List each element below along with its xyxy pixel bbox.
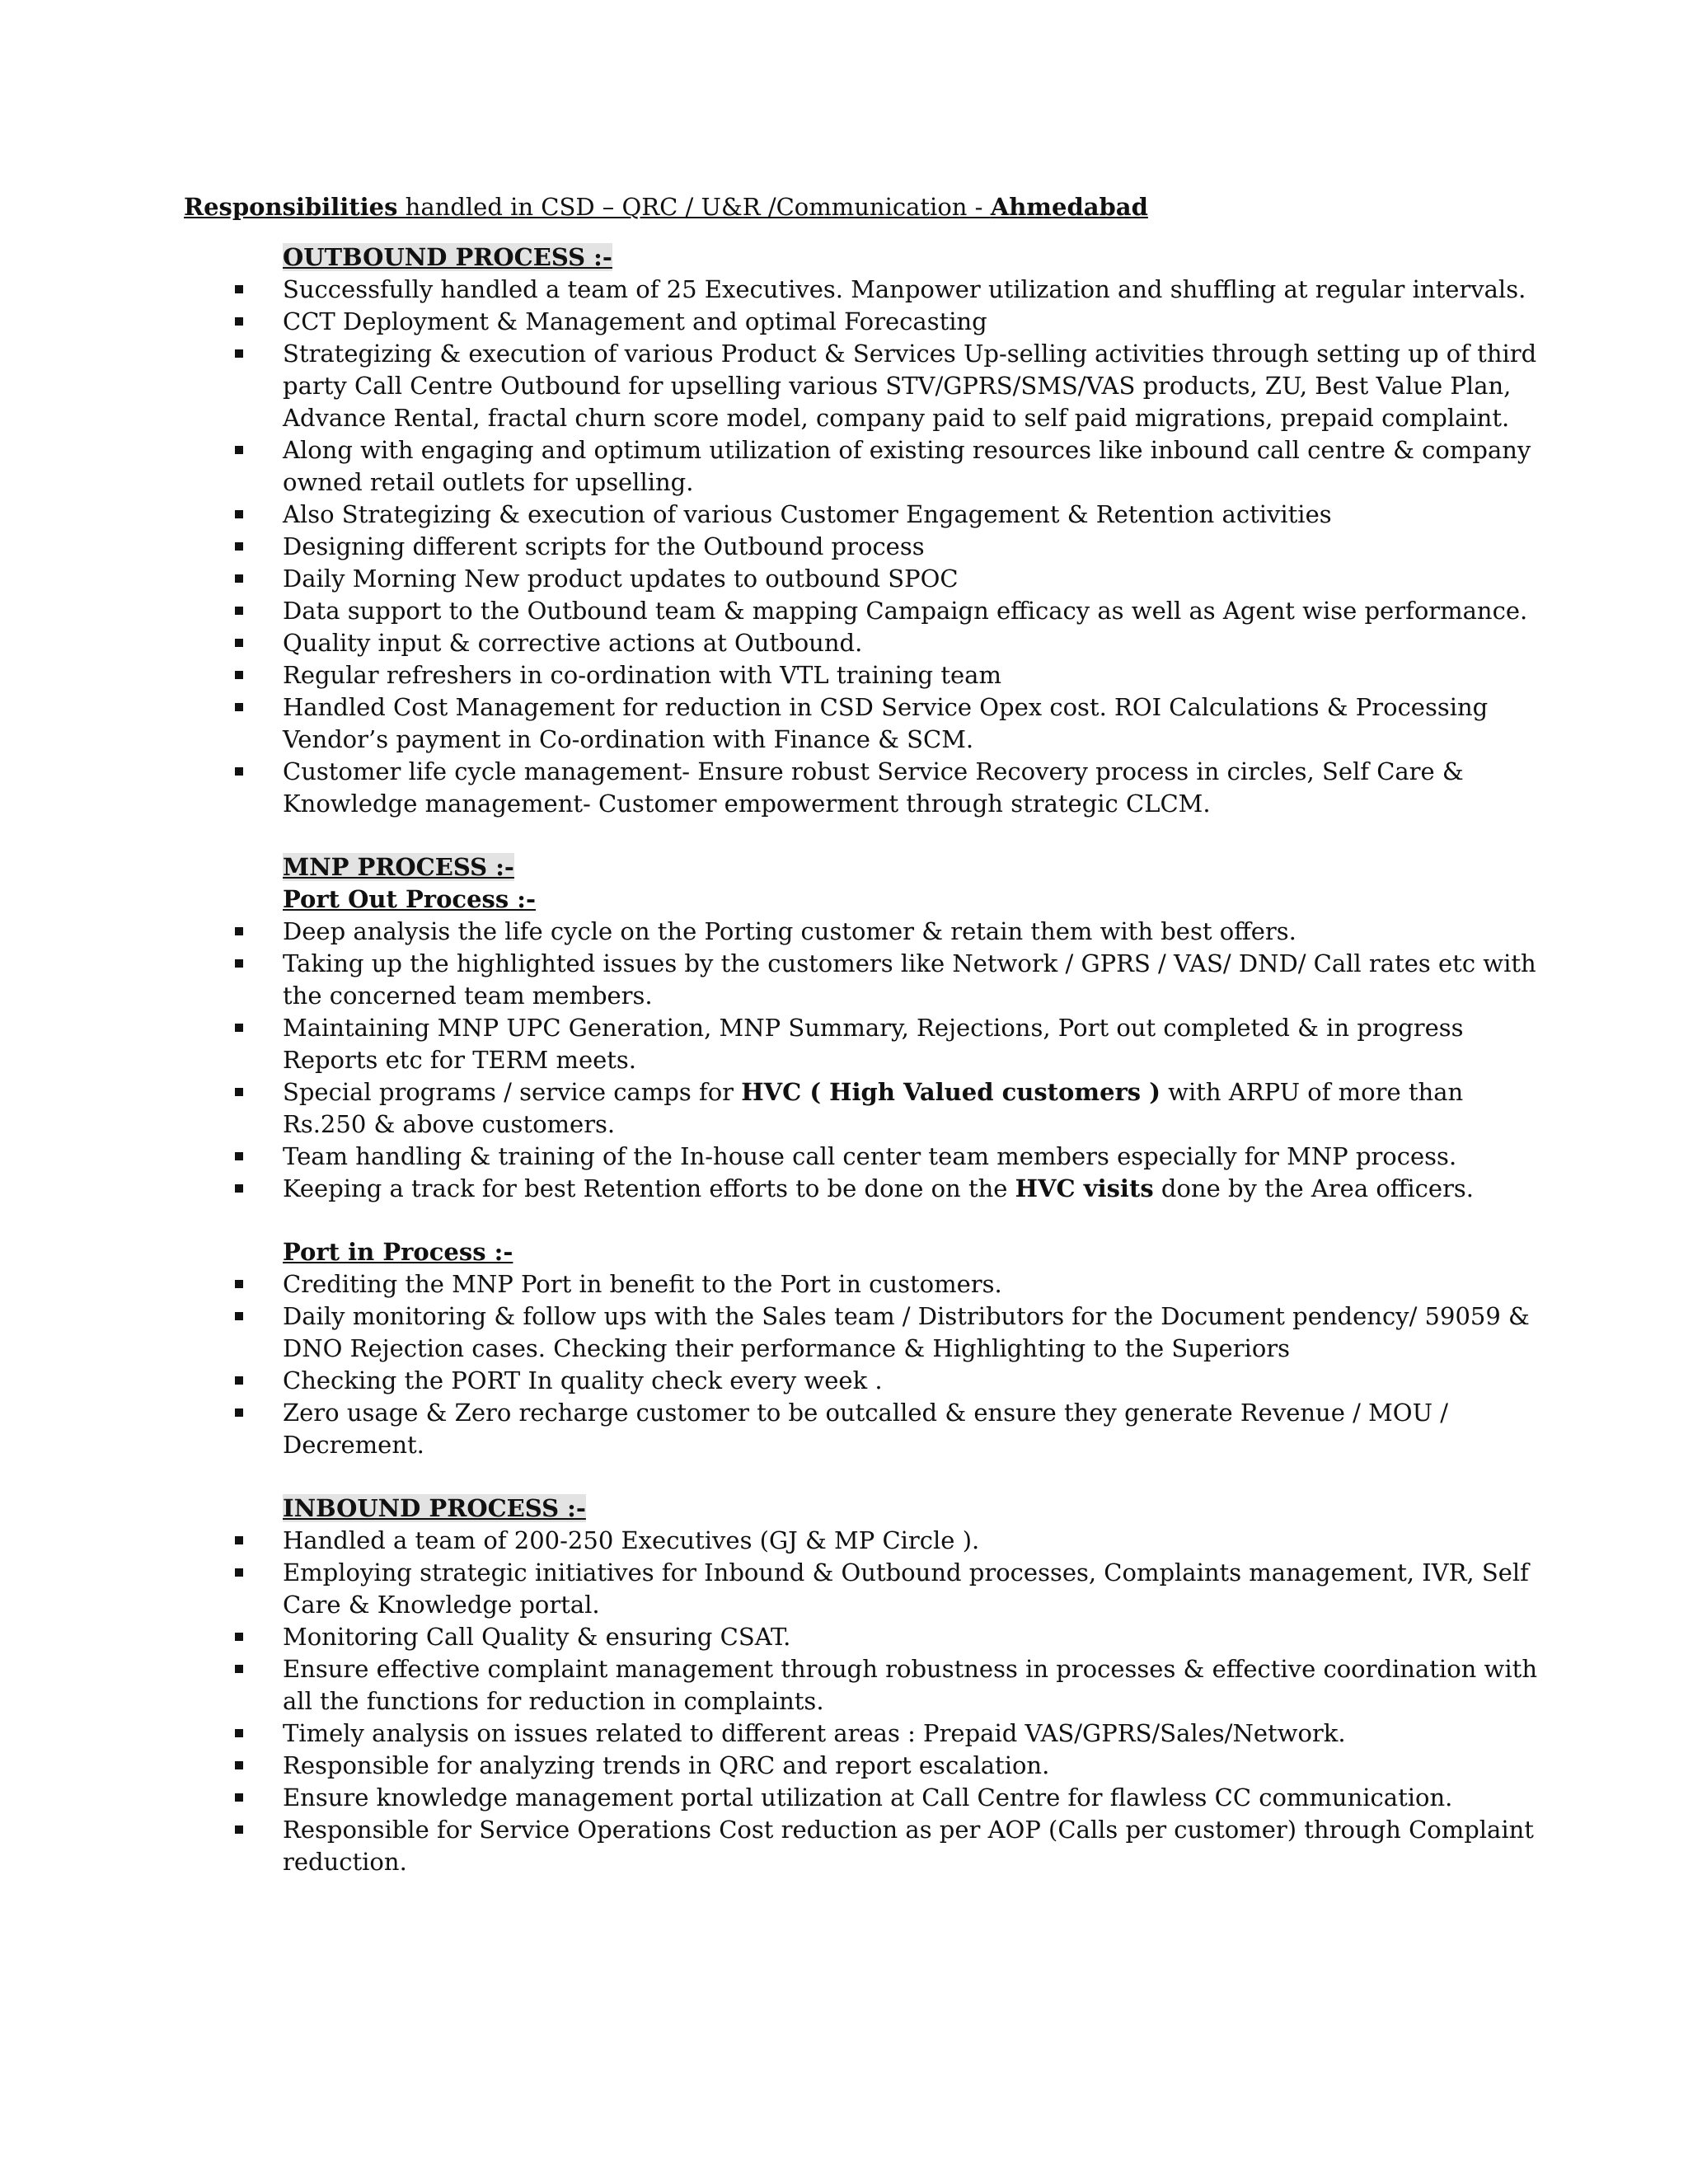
list-item xyxy=(184,1621,1552,1653)
bullet-icon xyxy=(235,1088,243,1096)
bullet-icon xyxy=(235,607,243,615)
list-item xyxy=(184,948,1552,1012)
bullet-icon xyxy=(235,542,243,551)
list-item xyxy=(184,1782,1552,1814)
list-item xyxy=(184,338,1552,434)
list-item xyxy=(184,1525,1552,1557)
bullet-icon xyxy=(235,1633,243,1641)
section-spacer xyxy=(184,1461,1552,1493)
port-out-title: Port Out Process :- xyxy=(283,885,537,913)
heading-responsibilities: Responsibilities xyxy=(184,193,398,221)
list-item-text: Quality input & corrective actions at Outbound. xyxy=(283,629,863,657)
hvc-emphasis: HVC ( High Valued customers ) xyxy=(741,1078,1160,1106)
list-item xyxy=(184,1301,1552,1365)
mnp-section xyxy=(184,851,1552,1461)
inbound-title: INBOUND PROCESS :- xyxy=(283,1494,586,1522)
list-item xyxy=(184,531,1552,563)
bullet-icon xyxy=(235,1280,243,1288)
list-item-text: Employing strategic initiatives for Inbound & Outbound processes, Complaints management, IVR, Self Care & Knowledge portal. xyxy=(283,1558,1529,1619)
list-item-text: Data support to the Outbound team & mapping Campaign efficacy as well as Agent wise performance. xyxy=(283,597,1528,625)
bullet-icon xyxy=(235,285,243,293)
list-item xyxy=(184,659,1552,691)
inbound-section xyxy=(184,1493,1552,1878)
port-in-title: Port in Process :- xyxy=(283,1238,513,1266)
heading-location: Ahmedabad xyxy=(990,193,1148,221)
list-item-text: Along with engaging and optimum utilization of existing resources like inbound call centre & company owned retail outlets for upselling. xyxy=(283,436,1531,496)
bullet-icon xyxy=(235,1536,243,1544)
list-item-text: Ensure effective complaint management through robustness in processes & effective coordination with all the functions for reduction in complaints. xyxy=(283,1655,1537,1715)
list-item-text: Handled Cost Management for reduction in CSD Service Opex cost. ROI Calculations & Processing Vendor’s payment in Co-ordination with Finance & SCM. xyxy=(283,693,1489,753)
bullet-icon xyxy=(235,317,243,326)
list-item-text: Ensure knowledge management portal utilization at Call Centre for flawless CC communication. xyxy=(283,1783,1453,1811)
list-item-text: Customer life cycle management- Ensure robust Service Recovery process in circles, Self Care & Knowledge management- Customer empowerment through strategic CLCM. xyxy=(283,757,1464,818)
list-item xyxy=(184,1268,1552,1301)
list-item xyxy=(184,1397,1552,1461)
list-item xyxy=(184,1141,1552,1173)
list-item xyxy=(184,1365,1552,1397)
list-item xyxy=(184,756,1552,820)
inbound-list xyxy=(184,1525,1552,1878)
bullet-icon xyxy=(235,1568,243,1577)
list-item-text: Monitoring Call Quality & ensuring CSAT. xyxy=(283,1623,791,1651)
hvc-visits-emphasis: HVC visits xyxy=(1015,1174,1154,1202)
bullet-icon xyxy=(235,1376,243,1385)
list-item-text: Handled a team of 200-250 Executives (GJ & MP Circle ). xyxy=(283,1526,980,1554)
list-item-text: Maintaining MNP UPC Generation, MNP Summary, Rejections, Port out completed & in progress Reports etc for TERM meets. xyxy=(283,1014,1464,1074)
list-item-text: done by the Area officers. xyxy=(1153,1174,1475,1202)
bullet-icon xyxy=(235,703,243,711)
bullet-icon xyxy=(235,1761,243,1769)
list-item xyxy=(184,595,1552,627)
list-item-text: Daily Morning New product updates to outbound SPOC xyxy=(283,565,959,593)
list-item xyxy=(184,1012,1552,1076)
list-item-text: Designing different scripts for the Outbound process xyxy=(283,532,925,560)
list-item xyxy=(184,1653,1552,1718)
bullet-icon xyxy=(235,767,243,776)
mnp-title: MNP PROCESS :- xyxy=(283,853,514,881)
bullet-icon xyxy=(235,671,243,679)
list-item-text: Responsible for analyzing trends in QRC and report escalation. xyxy=(283,1751,1050,1779)
list-item-text: Also Strategizing & execution of various Customer Engagement & Retention activities xyxy=(283,500,1332,528)
bullet-icon xyxy=(235,1408,243,1417)
bullet-icon xyxy=(235,1729,243,1737)
document-content xyxy=(184,191,1552,1878)
list-item-text: Successfully handled a team of 25 Executives. Manpower utilization and shuffling at regular intervals. xyxy=(283,275,1526,303)
list-item-text: Team handling & training of the In-house call center team members especially for MNP process. xyxy=(283,1142,1457,1170)
outbound-title: OUTBOUND PROCESS :- xyxy=(283,243,612,271)
bullet-icon xyxy=(235,1825,243,1834)
outbound-list xyxy=(184,274,1552,820)
list-item xyxy=(184,1557,1552,1621)
list-item xyxy=(184,1718,1552,1750)
bullet-icon xyxy=(235,1024,243,1032)
list-item xyxy=(184,499,1552,531)
list-item-text: Regular refreshers in co-ordination with VTL training team xyxy=(283,661,1001,689)
list-item-text: Timely analysis on issues related to different areas : Prepaid VAS/GPRS/Sales/Network. xyxy=(283,1719,1346,1747)
bullet-icon xyxy=(235,446,243,454)
bullet-icon xyxy=(235,349,243,358)
bullet-icon xyxy=(235,1793,243,1802)
list-item-text: Responsible for Service Operations Cost reduction as per AOP (Calls per customer) through Complaint reduction. xyxy=(283,1816,1534,1876)
list-item-text: Deep analysis the life cycle on the Porting customer & retain them with best offers. xyxy=(283,917,1296,945)
bullet-icon xyxy=(235,574,243,583)
list-item xyxy=(184,1173,1552,1205)
list-item-text: Strategizing & execution of various Product & Services Up-selling activities through setting up of third party Call Centre Outbound for upselling various STV/GPRS/SMS/VAS products, ZU, Best Value Plan, Advance Rental, fractal churn score model, company paid to self paid migrations, prepaid complaint. xyxy=(283,340,1537,432)
bullet-icon xyxy=(235,639,243,647)
bullet-icon xyxy=(235,1152,243,1160)
outbound-section xyxy=(184,241,1552,820)
bullet-icon xyxy=(235,510,243,518)
list-item xyxy=(184,916,1552,948)
port-out-list xyxy=(184,916,1552,1205)
page-heading xyxy=(184,191,1552,223)
list-item xyxy=(184,1814,1552,1878)
bullet-icon xyxy=(235,1312,243,1320)
list-item-text: Taking up the highlighted issues by the customers like Network / GPRS / VAS/ DND/ Call rates etc with the concerned team members. xyxy=(283,949,1536,1010)
heading-middle: handled in CSD – QRC / U&R /Communication - xyxy=(397,193,991,221)
list-item xyxy=(184,1750,1552,1782)
list-item-text: Keeping a track for best Retention efforts to be done on the xyxy=(283,1174,1015,1202)
list-item-text: Daily monitoring & follow ups with the Sales team / Distributors for the Document pendency/ 59059 & DNO Rejection cases. Checking their performance & Highlighting to the Superiors xyxy=(283,1302,1530,1362)
section-spacer xyxy=(184,820,1552,851)
list-item xyxy=(184,434,1552,499)
list-item-text: Checking the PORT In quality check every week . xyxy=(283,1366,883,1394)
bullet-icon xyxy=(235,927,243,935)
list-item-text: Crediting the MNP Port in benefit to the Port in customers. xyxy=(283,1270,1002,1298)
bullet-icon xyxy=(235,959,243,968)
list-item-text: CCT Deployment & Management and optimal Forecasting xyxy=(283,307,987,335)
list-item-text: Zero usage & Zero recharge customer to be outcalled & ensure they generate Revenue / MOU / Decrement. xyxy=(283,1399,1449,1459)
list-item xyxy=(184,563,1552,595)
section-spacer xyxy=(184,1205,1552,1236)
list-item xyxy=(184,627,1552,659)
list-item xyxy=(184,274,1552,306)
bullet-icon xyxy=(235,1184,243,1193)
list-item-text: with ARPU of more than Rs.250 & above customers. xyxy=(283,1078,1464,1138)
list-item xyxy=(184,306,1552,338)
bullet-icon xyxy=(235,1665,243,1673)
list-item xyxy=(184,1076,1552,1141)
port-in-list xyxy=(184,1268,1552,1461)
list-item-text: Special programs / service camps for xyxy=(283,1078,742,1106)
list-item xyxy=(184,691,1552,756)
